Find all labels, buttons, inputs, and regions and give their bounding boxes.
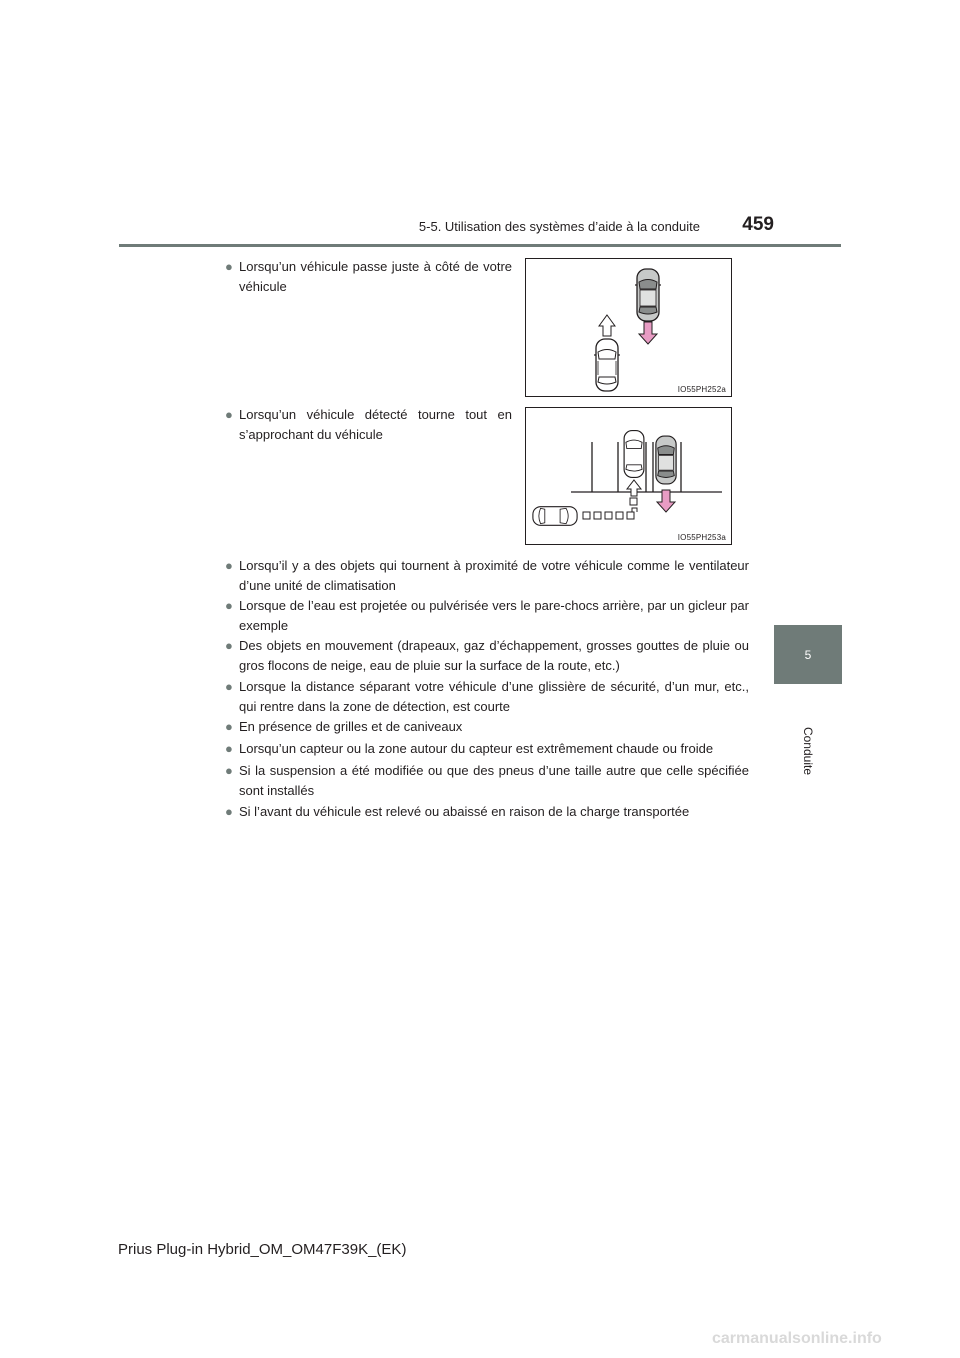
section-header: 5-5. Utilisation des systèmes d’aide à la conduite bbox=[418, 219, 700, 234]
bullet-text: Si la suspension a été modifiée ou que des pneus d’une taille autre que celle spécifiée sont installés bbox=[239, 763, 749, 798]
bullet-icon: ● bbox=[225, 407, 233, 422]
page-number: 459 bbox=[742, 214, 774, 235]
list-item bbox=[225, 257, 512, 297]
list-item bbox=[225, 677, 749, 717]
list-item bbox=[225, 596, 749, 636]
list-item bbox=[225, 405, 512, 445]
bullet-text: Des objets en mouvement (drapeaux, gaz d’échappement, grosses gouttes de pluie ou gros flocons de neige, eau de pluie sur la surface de la route, etc.) bbox=[239, 638, 749, 673]
chapter-tab bbox=[774, 625, 842, 684]
chapter-number: 5 bbox=[804, 647, 812, 662]
bullet-icon: ● bbox=[225, 741, 233, 756]
figure-code: IO55PH253a bbox=[677, 533, 726, 542]
list-item bbox=[225, 802, 749, 822]
bullet-text: Lorsqu’un véhicule passe juste à côté de votre véhicule bbox=[239, 259, 512, 294]
bullet-text: Lorsque la distance séparant votre véhicule d’une glissière de sécurité, d’un mur, etc., qui rentre dans la zone de détection, est courte bbox=[239, 679, 749, 714]
bullet-text: Lorsqu’un capteur ou la zone autour du capteur est extrêmement chaude ou froide bbox=[239, 741, 714, 756]
figure-code: IO55PH252a bbox=[677, 385, 726, 394]
figure-passing-vehicle bbox=[525, 258, 732, 397]
bullet-icon: ● bbox=[225, 679, 233, 694]
figure-turning-vehicle bbox=[525, 407, 732, 545]
list-item bbox=[225, 761, 749, 801]
turning-vehicle-illustration bbox=[526, 408, 731, 544]
header-rule bbox=[119, 244, 841, 247]
list-item bbox=[225, 556, 749, 596]
bullet-icon: ● bbox=[225, 598, 233, 613]
passing-vehicle-illustration bbox=[526, 259, 731, 396]
list-item bbox=[225, 739, 749, 759]
footer-model-code: Prius Plug-in Hybrid_OM_OM47F39K_(EK) bbox=[118, 1241, 407, 1258]
bullet-text: Si l’avant du véhicule est relevé ou abaissé en raison de la charge transportée bbox=[239, 804, 690, 819]
list-item bbox=[225, 717, 749, 737]
bullet-icon: ● bbox=[225, 804, 233, 819]
bullet-text: Lorsque de l’eau est projetée ou pulvérisée vers le pare-chocs arrière, par un gicleur par exemple bbox=[239, 598, 749, 633]
chapter-label: Conduite bbox=[801, 726, 815, 776]
bullet-icon: ● bbox=[225, 763, 233, 778]
bullet-icon: ● bbox=[225, 638, 233, 653]
bullet-icon: ● bbox=[225, 558, 233, 573]
bullet-text: En présence de grilles et de caniveaux bbox=[239, 719, 463, 734]
bullet-text: Lorsqu’un véhicule détecté tourne tout en s’approchant du véhicule bbox=[239, 407, 512, 442]
bullet-icon: ● bbox=[225, 719, 233, 734]
watermark: carmanualsonline.info bbox=[712, 1330, 882, 1347]
bullet-text: Lorsqu’il y a des objets qui tournent à proximité de votre véhicule comme le ventilateur d’une unité de climatisation bbox=[239, 558, 749, 593]
bullet-icon: ● bbox=[225, 259, 233, 274]
list-item bbox=[225, 636, 749, 676]
